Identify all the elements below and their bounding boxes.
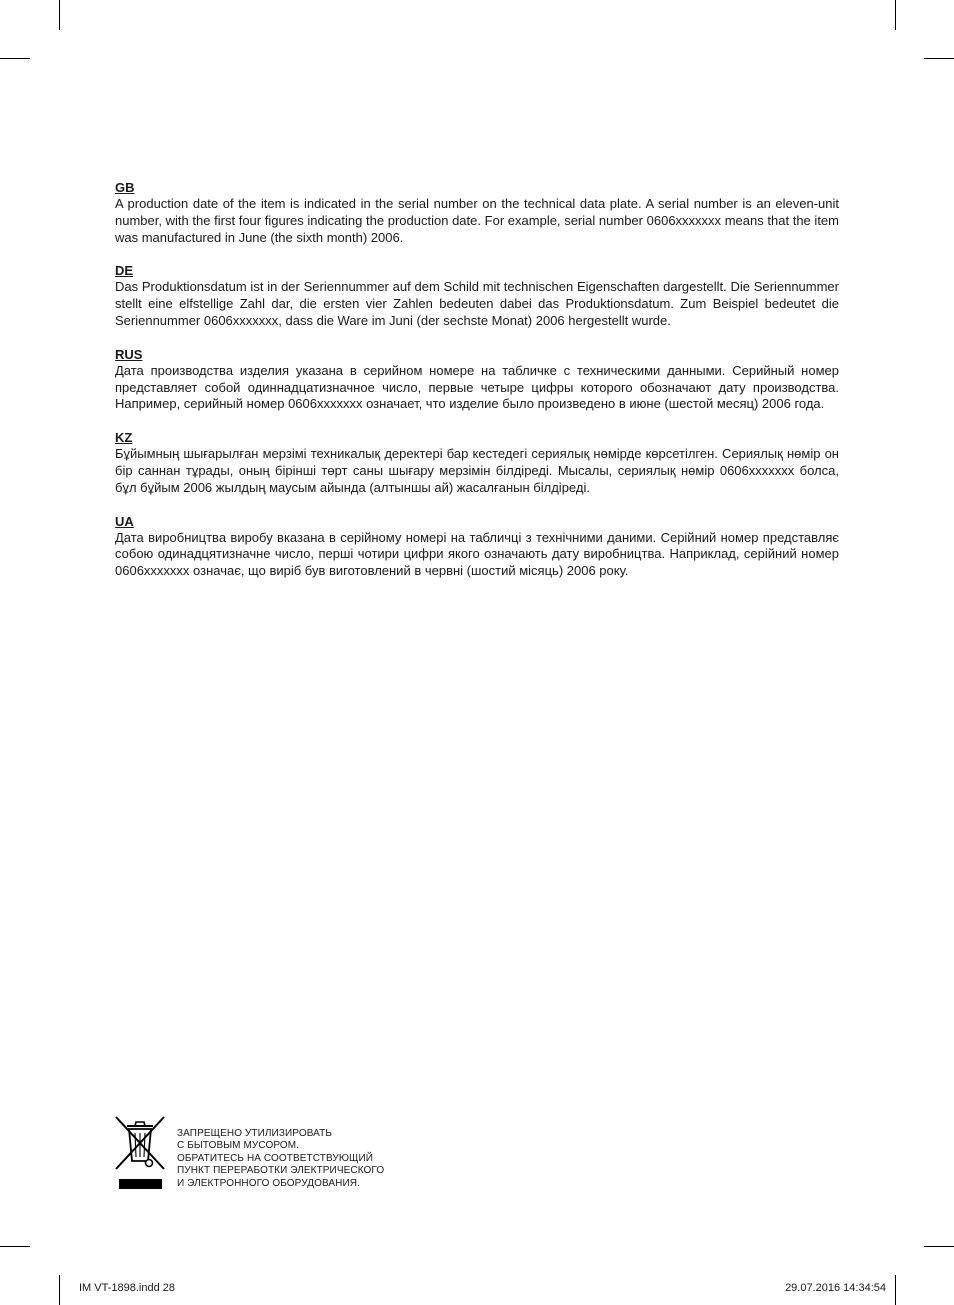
- disposal-line: И ЭЛЕКТРОННОГО ОБОРУДОВАНИЯ.: [177, 1177, 360, 1189]
- disposal-text: [177, 1128, 384, 1190]
- language-heading: KZ: [115, 430, 133, 446]
- crop-mark-bottom-right-horizontal: [924, 1246, 954, 1247]
- disposal-line: С БЫТОВЫМ МУСОРОМ.: [177, 1140, 300, 1152]
- section-de: [115, 263, 839, 329]
- section-paragraph: A production date of the item is indicated in the serial number on the technical data plate. A serial number is an eleven-unit number, with the first four figures indicating the production date. For example, serial number 0606xxxxxxx means that the item was manufactured in June (the sixth month) 2006.: [115, 196, 839, 245]
- crop-mark-bottom-left-horizontal: [0, 1246, 30, 1247]
- section-gb: [115, 180, 839, 246]
- document-body: [115, 180, 839, 597]
- section-kz: [115, 430, 839, 496]
- crop-mark-top-right-horizontal: [924, 58, 954, 59]
- footer-file-info: IM VT-1898.indd 28: [79, 1282, 176, 1294]
- crop-mark-top-right-vertical: [895, 0, 896, 30]
- section-paragraph: Бұйымның шығарылған мерзімі техникалық деректері бар кестедегі сериялық нөмірде көрсетілген. Сериялық нөмір он бір саннан тұрады, оның бірінші төрт саны шығару мерзімін білдіреді. Мысалы, сериялық нөмір 0606xxxxxxx болса, бұл бұйым 2006 жылдың маусым айында (алтыншы ай) жасалғанын білдіреді.: [115, 446, 839, 495]
- crop-mark-bottom-right-vertical: [895, 1275, 896, 1305]
- language-heading: DE: [115, 263, 134, 279]
- footer-timestamp: 29.07.2016 14:34:54: [785, 1282, 886, 1294]
- language-heading: GB: [115, 180, 135, 195]
- disposal-notice: [113, 1115, 473, 1195]
- crop-mark-bottom-left-vertical: [59, 1275, 60, 1305]
- disposal-line: ОБРАТИТЕСЬ НА СООТВЕТСТВУЮЩИЙ: [177, 1152, 374, 1164]
- section-ua: [115, 514, 839, 580]
- language-heading: UA: [115, 513, 134, 529]
- disposal-line: ПУНКТ ПЕРЕРАБОТКИ ЭЛЕКТРИЧЕСКОГО: [177, 1165, 385, 1177]
- language-heading: RUS: [115, 346, 143, 362]
- crop-mark-top-left-vertical: [59, 0, 60, 30]
- section-paragraph: Дата производства изделия указана в серийном номере на табличке с техническими данными. Серийный номер представляет собой одиннадцатизначное число, первые четыре цифры которого обозначают дату производства. Например, серийный номер 0606xxxxxxx означает, что изделие было произведено в июне (шестой месяц) 2006 года.: [115, 362, 839, 412]
- section-paragraph: Дата виробництва виробу вказана в серійному номері на табличці з технічними даними. Серійний номер представляє собою одинадцятизначне число, перші чотири цифри якого означають дату виробництва. Наприклад, серійний номер 0606xxxxxxx означає, що виріб був виготовлений в червні (шостий місяць) 2006 року.: [115, 529, 839, 579]
- disposal-line: ЗАПРЕЩЕНО УТИЛИЗИРОВАТЬ: [177, 1128, 332, 1139]
- crop-mark-top-left-horizontal: [0, 58, 30, 59]
- crossed-wheelie-bin-icon: [113, 1115, 167, 1191]
- section-rus: [115, 347, 839, 413]
- section-paragraph: Das Produktionsdatum ist in der Seriennummer auf dem Schild mit technischen Eigenschaften dargestellt. Die Seriennummer stellt eine elfstellige Zahl dar, die ersten vier Zahlen bedeuten dabei das Produktionsdatum. Zum Beispiel bedeutet die Seriennummer 0606xxxxxxx, dass die Ware im Juni (der sechste Monat) 2006 hergestellt wurde.: [115, 279, 839, 328]
